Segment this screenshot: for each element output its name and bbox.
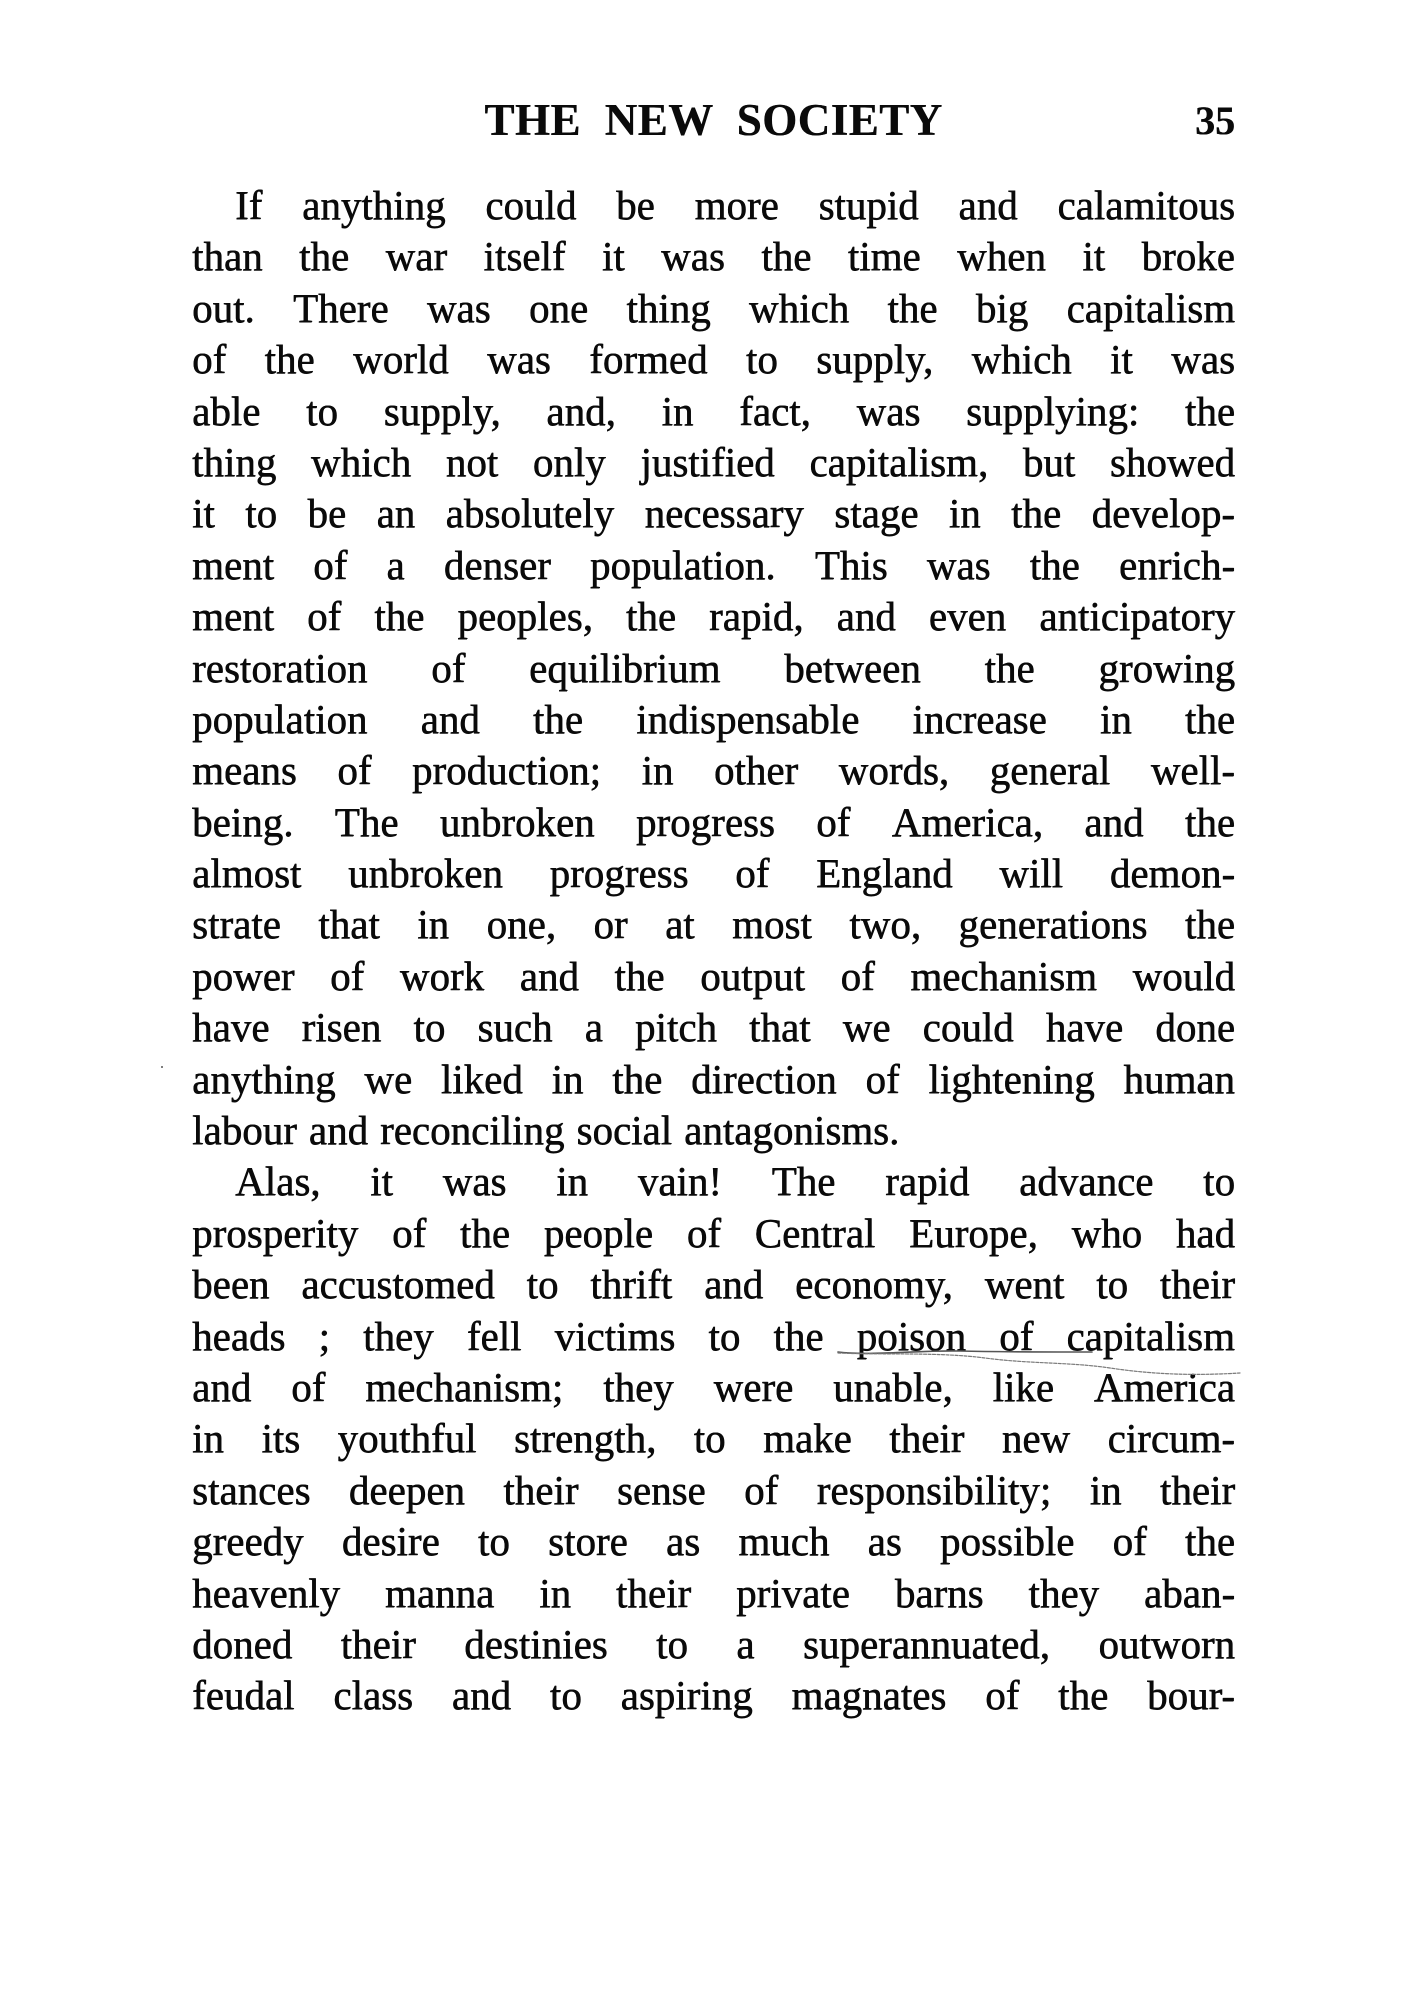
word: economy, — [794, 1261, 953, 1308]
word: of — [431, 644, 466, 691]
word: a — [584, 1004, 603, 1051]
word: If — [235, 182, 263, 228]
word: deepen — [348, 1466, 465, 1513]
word: of — [840, 952, 875, 999]
body-text — [192, 180, 1235, 1722]
word: and — [703, 1261, 764, 1308]
word: be — [307, 490, 347, 537]
word: the — [773, 1312, 824, 1359]
word: the — [1029, 541, 1080, 588]
word: America — [1093, 1363, 1235, 1410]
word: the — [299, 233, 350, 280]
word: to — [413, 1004, 446, 1051]
word: we — [842, 1004, 891, 1051]
word: they — [603, 1363, 674, 1410]
word: means — [192, 747, 297, 794]
word: and, — [546, 387, 616, 434]
word: England — [815, 850, 953, 897]
word: enrich- — [1118, 541, 1235, 588]
word: possible — [939, 1518, 1075, 1565]
word: develop- — [1091, 490, 1235, 537]
word: itself — [483, 233, 566, 280]
word: general — [989, 747, 1111, 794]
word: demon- — [1109, 850, 1235, 897]
word: increase — [912, 695, 1047, 742]
running-title: THE NEW SOCIETY — [484, 95, 943, 145]
word: which — [748, 284, 850, 331]
word: anything — [192, 1055, 336, 1102]
word: in — [1099, 695, 1132, 742]
word: mechanism — [910, 952, 1097, 999]
word: accustomed — [301, 1261, 495, 1308]
word: generations — [958, 901, 1148, 948]
word: but — [1022, 438, 1076, 485]
word: much — [738, 1518, 830, 1565]
word: fell — [466, 1312, 522, 1359]
page-number: 35 — [1195, 98, 1235, 143]
word: growing — [1098, 644, 1235, 691]
word: restoration — [192, 644, 368, 691]
word: social — [576, 1107, 673, 1154]
text-line — [192, 1362, 1235, 1413]
text-line — [192, 1208, 1235, 1259]
word: anticipatory — [1039, 593, 1235, 640]
text-line — [192, 334, 1235, 385]
word: progress — [635, 798, 775, 845]
word: ment — [192, 541, 274, 588]
word: justified — [640, 438, 775, 485]
word: as — [665, 1518, 701, 1565]
word: who — [1071, 1209, 1143, 1256]
word: manna — [384, 1569, 495, 1616]
word: stage — [834, 490, 919, 537]
word: and — [308, 1107, 368, 1154]
word: greedy — [192, 1518, 304, 1565]
word: superannuated, — [802, 1620, 1050, 1667]
word: and — [451, 1672, 511, 1719]
word: of — [744, 1466, 779, 1513]
word: barns — [894, 1569, 984, 1616]
text-line — [192, 951, 1235, 1002]
text-line — [192, 591, 1235, 642]
word: the — [1184, 901, 1235, 948]
word: heads — [192, 1312, 286, 1359]
word: and — [958, 182, 1018, 228]
word: in — [192, 1415, 224, 1462]
word: sense — [616, 1466, 706, 1513]
text-line — [192, 180, 1235, 231]
word: This — [814, 541, 888, 588]
word: There — [292, 284, 389, 331]
word: direction — [690, 1055, 837, 1102]
word: to — [745, 336, 778, 383]
word: the — [532, 695, 583, 742]
text-line — [192, 643, 1235, 694]
word: aspiring — [620, 1672, 753, 1719]
text-line — [192, 283, 1235, 334]
word: the — [612, 1055, 663, 1102]
word: to — [477, 1518, 510, 1565]
word: out. — [192, 284, 255, 331]
text-line — [192, 797, 1235, 848]
word: one, — [486, 901, 556, 948]
word: in — [661, 387, 694, 434]
word: stances — [192, 1466, 311, 1513]
word: feudal — [192, 1672, 295, 1719]
text-line — [192, 488, 1235, 539]
word: human — [1123, 1055, 1235, 1102]
word: being. — [192, 798, 294, 845]
text-line — [192, 694, 1235, 745]
word: of — [330, 952, 365, 999]
word: absolutely — [445, 490, 615, 537]
word: it — [192, 490, 215, 537]
word: outworn — [1098, 1620, 1235, 1667]
text-line — [192, 1568, 1235, 1619]
word: production; — [411, 747, 601, 794]
word: than — [192, 233, 263, 280]
word: in — [948, 490, 981, 537]
word: strength, — [513, 1415, 657, 1462]
word: supply, — [816, 336, 934, 383]
word: equilibrium — [529, 644, 721, 691]
word: of — [999, 1312, 1034, 1359]
word: an — [376, 490, 416, 537]
word: not — [445, 438, 499, 485]
text-line — [192, 1619, 1235, 1670]
word: unbroken — [439, 798, 595, 845]
word: the — [625, 593, 676, 640]
word: when — [957, 233, 1046, 280]
word: thrift — [590, 1261, 673, 1308]
word: circum- — [1107, 1415, 1235, 1462]
text-line — [192, 1156, 1235, 1207]
word: we — [364, 1055, 413, 1102]
word: two, — [849, 901, 921, 948]
word: well- — [1150, 747, 1235, 794]
text-line — [192, 1002, 1235, 1053]
word: aban- — [1143, 1569, 1235, 1616]
word: to — [245, 490, 278, 537]
word: their — [340, 1620, 416, 1667]
text-line — [192, 1670, 1235, 1721]
word: destinies — [464, 1620, 608, 1667]
text-line — [192, 745, 1235, 796]
word: to — [526, 1261, 559, 1308]
word: the — [887, 284, 938, 331]
word: unable, — [833, 1363, 953, 1410]
word: between — [784, 644, 921, 691]
word: and — [1084, 798, 1144, 845]
word: power — [192, 952, 295, 999]
word: that — [318, 901, 380, 948]
word: strate — [192, 901, 281, 948]
word: new — [1001, 1415, 1071, 1462]
word: to — [549, 1672, 582, 1719]
text-line — [192, 1311, 1235, 1362]
word: was — [442, 1158, 507, 1205]
word: like — [992, 1363, 1054, 1410]
word: indispensable — [636, 695, 860, 742]
word: most — [732, 901, 812, 948]
word: stupid — [818, 182, 919, 228]
word: rapid, — [708, 593, 804, 640]
word: able — [192, 387, 261, 434]
word: it — [601, 233, 625, 280]
word: youthful — [337, 1415, 477, 1462]
word: store — [547, 1518, 628, 1565]
word: been — [192, 1261, 270, 1308]
word: were — [713, 1363, 794, 1410]
word: doned — [192, 1620, 293, 1667]
word: vain! — [637, 1158, 722, 1205]
word: be — [616, 182, 655, 228]
word: of — [307, 593, 342, 640]
word: world — [352, 336, 449, 383]
word: a — [386, 541, 405, 588]
word: of — [816, 798, 851, 845]
word: The — [771, 1158, 836, 1205]
word: was — [426, 284, 491, 331]
word: the — [1184, 798, 1235, 845]
text-line — [192, 437, 1235, 488]
word: peoples, — [457, 593, 593, 640]
word: output — [700, 952, 805, 999]
word: of — [337, 747, 372, 794]
word: showed — [1109, 438, 1235, 485]
word: of — [985, 1672, 1020, 1719]
word: will — [999, 850, 1064, 897]
text-line — [192, 231, 1235, 282]
word: of — [192, 336, 227, 383]
word: thing — [192, 438, 277, 485]
word: work — [399, 952, 485, 999]
word: their — [1159, 1466, 1235, 1513]
word: unbroken — [348, 850, 503, 897]
word: prosperity — [192, 1209, 359, 1256]
word: the — [1011, 490, 1062, 537]
word: labour — [192, 1107, 297, 1154]
word: anything — [302, 182, 446, 228]
word: as — [867, 1518, 902, 1565]
text-line — [192, 1105, 1235, 1156]
word: capitalism, — [809, 438, 989, 485]
word: was — [926, 541, 991, 588]
word: rapid — [885, 1158, 970, 1205]
word: heavenly — [192, 1569, 340, 1616]
text-line — [192, 1413, 1235, 1464]
word: of — [735, 850, 770, 897]
word: and — [420, 695, 480, 742]
word: Central — [754, 1209, 876, 1256]
word: ment — [192, 593, 274, 640]
word: The — [334, 798, 399, 845]
word: was — [661, 233, 725, 280]
word: to — [656, 1620, 688, 1667]
text-line — [192, 1259, 1235, 1310]
word: the — [984, 644, 1035, 691]
word: to — [708, 1312, 741, 1359]
word: it — [1082, 233, 1106, 280]
word: they — [1028, 1569, 1100, 1616]
word: of — [686, 1209, 721, 1256]
word: it — [1110, 336, 1133, 383]
word: responsibility; — [816, 1466, 1052, 1513]
word: of — [391, 1209, 427, 1256]
text-line — [192, 899, 1235, 950]
word: pitch — [634, 1004, 717, 1051]
word: which — [971, 336, 1072, 383]
text-line — [192, 386, 1235, 437]
word: formed — [589, 336, 708, 383]
word: to — [693, 1415, 726, 1462]
word: have — [192, 1004, 270, 1051]
word: in — [551, 1055, 584, 1102]
word: in — [417, 901, 450, 948]
word: poison — [856, 1312, 966, 1359]
word: it — [370, 1158, 393, 1205]
word: a — [736, 1620, 755, 1667]
word: population — [192, 695, 368, 742]
word: of — [865, 1055, 900, 1102]
word: which — [310, 438, 412, 485]
word: capitalism — [1066, 1312, 1235, 1359]
word: such — [477, 1004, 553, 1051]
word: lightening — [928, 1055, 1095, 1102]
word: broke — [1141, 233, 1235, 280]
word: denser — [443, 541, 551, 588]
word: would — [1132, 952, 1235, 999]
word: they — [363, 1312, 434, 1359]
word: their — [889, 1415, 965, 1462]
word: advance — [1019, 1158, 1154, 1205]
word: their — [1159, 1261, 1235, 1308]
margin-speck — [161, 1066, 163, 1068]
word: or — [593, 901, 628, 948]
word: words, — [838, 747, 950, 794]
word: was — [856, 387, 921, 434]
word: liked — [440, 1055, 523, 1102]
word: supplying: — [966, 387, 1140, 434]
word: in — [539, 1569, 571, 1616]
word: Alas, — [235, 1158, 321, 1205]
word: the — [1184, 1518, 1235, 1565]
text-line — [192, 1054, 1235, 1105]
word: antagonisms. — [684, 1107, 900, 1154]
word: even — [928, 593, 1007, 640]
word: and — [836, 593, 896, 640]
word: magnates — [791, 1672, 947, 1719]
word: capitalism — [1066, 284, 1235, 331]
word: had — [1175, 1209, 1235, 1256]
word: the — [761, 233, 812, 280]
word: was — [1171, 336, 1235, 383]
word: to — [1096, 1261, 1128, 1308]
word: almost — [192, 850, 302, 897]
word: necessary — [644, 490, 804, 537]
word: more — [694, 182, 779, 228]
word: in — [1089, 1466, 1122, 1513]
word: progress — [549, 850, 689, 897]
word: calamitous — [1057, 182, 1235, 228]
word: of — [313, 541, 348, 588]
word: desire — [341, 1518, 440, 1565]
word: was — [486, 336, 551, 383]
word: fact, — [739, 387, 811, 434]
text-line — [192, 1465, 1235, 1516]
word: one — [528, 284, 589, 331]
word: time — [847, 233, 921, 280]
word: have — [1045, 1004, 1124, 1051]
word: the — [1058, 1672, 1109, 1719]
text-line — [192, 1516, 1235, 1567]
word: Europe, — [909, 1209, 1038, 1256]
word: the — [1184, 695, 1235, 742]
word: thing — [626, 284, 711, 331]
word: went — [984, 1261, 1065, 1308]
word: the — [1184, 387, 1235, 434]
text-line — [192, 540, 1235, 591]
word: of — [291, 1363, 326, 1410]
word: in — [556, 1158, 588, 1205]
word: the — [264, 336, 315, 383]
paragraph — [192, 180, 1235, 1156]
word: other — [713, 747, 799, 794]
word: in — [641, 747, 674, 794]
word: and — [519, 952, 579, 999]
word: big — [975, 284, 1029, 331]
word: reconciling — [379, 1107, 565, 1154]
word: mechanism; — [365, 1363, 564, 1410]
running-head — [192, 96, 1235, 144]
word: risen — [301, 1004, 382, 1051]
word: supply, — [383, 387, 501, 434]
word: their — [615, 1569, 692, 1616]
word: at — [664, 901, 695, 948]
word: could — [922, 1004, 1014, 1051]
word: the — [614, 952, 665, 999]
word: to — [306, 387, 338, 434]
paragraph — [192, 1156, 1235, 1721]
word: population. — [589, 541, 776, 588]
word: people — [543, 1209, 653, 1256]
word: to — [1203, 1158, 1235, 1205]
word: victims — [554, 1312, 676, 1359]
word: of — [1112, 1518, 1147, 1565]
word: only — [532, 438, 606, 485]
word: that — [749, 1004, 811, 1051]
word: America, — [891, 798, 1043, 845]
word: war — [385, 233, 447, 280]
word: make — [762, 1415, 852, 1462]
word: bour- — [1146, 1672, 1235, 1719]
text-line — [192, 848, 1235, 899]
word: and — [192, 1363, 252, 1410]
word: the — [459, 1209, 510, 1256]
word: could — [485, 182, 577, 228]
word: private — [735, 1569, 850, 1616]
word: the — [374, 593, 425, 640]
word: done — [1155, 1004, 1235, 1051]
word: class — [333, 1672, 413, 1719]
word: its — [261, 1415, 301, 1462]
word: their — [503, 1466, 579, 1513]
word: ; — [318, 1312, 330, 1359]
